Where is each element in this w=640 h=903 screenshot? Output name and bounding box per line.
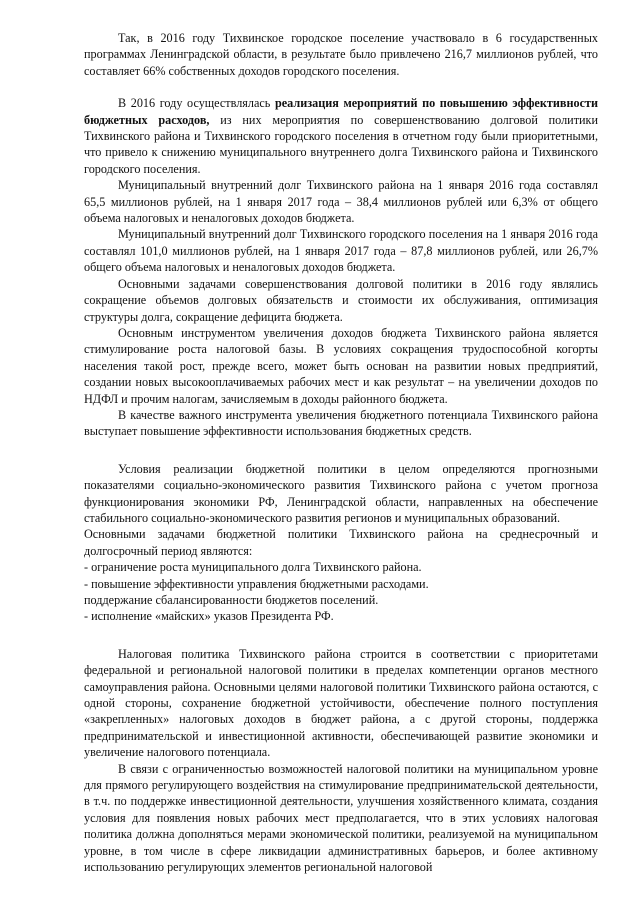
spacer: [84, 625, 598, 646]
paragraph-budget-potential: В качестве важного инструмента увеличения бюджетного потенциала Тихвинского района выступает повышение эффективности использования бюджетных средств.: [84, 407, 598, 439]
paragraph-efficiency: [84, 95, 598, 177]
list-item: - ограничение роста муниципального долга Тихвинского района.: [84, 560, 422, 575]
spacer: [84, 440, 598, 461]
paragraph-programs: Так, в 2016 году Тихвинское городское поселение участвовало в 6 государственных программах Ленинградской области, в результате было привлечено 216,7 миллионов рублей, что составляет 66% собственных доходов городского поселения.: [84, 31, 598, 78]
list-item: - исполнение «майских» указов Президента РФ.: [84, 609, 334, 624]
text-run: В 2016 году осуществлялась: [118, 96, 275, 111]
paragraph-conditions: Условия реализации бюджетной политики в целом определяются прогнозными показателями социально-экономического развития Тихвинского района с учетом прогноза функционирования экономики РФ, Ленинградской области, направленных на обеспечение стабильного социально-экономического развития регионов и муниципальных образований.: [84, 461, 598, 525]
paragraph-debt-tasks: Основными задачами совершенствования долговой политики в 2016 году являлись сокращение объемов долговых обязательств и стоимости их обслуживания, оптимизация структуры долга, сокращение дефицита бюджета.: [84, 276, 598, 324]
bold-phrase: реализация мероприятий по повышению эффективности бюджетных расходов,: [84, 96, 598, 127]
list-item: поддержание сбалансированности бюджетов поселений.: [84, 593, 379, 607]
paragraph-settlement-debt: Муниципальный внутренний долг Тихвинского городского поселения на 1 января 2016 года составлял 101,0 миллионов рублей, на 1 января 2017 года – 87,8 миллионов рублей, или 26,7% общего объема налоговых и неналоговых доходов бюджета.: [84, 227, 598, 275]
text-run: из них мероприятия по совершенствованию долговой политики Тихвинского района и Тихвинского городского поселения в отчетном году были приоритетными, что привело к снижению муниципального внутреннего долга Тихвинского района и Тихвинского городского поселения.: [84, 112, 599, 176]
paragraph-tax-policy: Налоговая политика Тихвинского района строится в соответствии с приоритетами федеральной и региональной налоговой политики в пределах компетенции органов местного самоуправления района. Основными целями налоговой политики Тихвинского района остаются, с одной стороны, сохранение бюджетной устойчивости, обеспечение полного поступления «закрепленных» налоговых доходов в бюджет района, а с другой стороны, поддержка предпринимательской и инвестиционной активности, обеспечивающей развитие экономики и увеличение налогового потенциала.: [84, 646, 598, 760]
list-item: - повышение эффективности управления бюджетными расходами.: [84, 576, 429, 591]
paragraph-tax-base: Основным инструментом увеличения доходов бюджета Тихвинского района является стимулирование роста налоговой базы. В условиях сокращения трудоспособной когорты населения такой рост, прежде всего, может быть основан на развитии новых предприятий, создании новых высокооплачиваемых рабочих мест и как результат – на увеличении доходов по НДФЛ и прочим налогам, зачисляемым в доходы районного бюджета.: [84, 325, 598, 406]
paragraph-district-debt: Муниципальный внутренний долг Тихвинского района на 1 января 2016 года составлял 65,5 миллионов рублей, на 1 января 2017 года – 38,4 миллионов рублей или 6,3% от общего объема налоговых и неналоговых доходов бюджета.: [84, 178, 598, 226]
spacer: [84, 79, 598, 95]
paragraph-main-tasks: Основными задачами бюджетной политики Тихвинского района на среднесрочный и долгосрочный период являются:: [84, 527, 598, 558]
paragraph-tax-limits: В связи с ограниченностью возможностей налоговой политики на муниципальном уровне для прямого регулирующего воздействия на стимулирование предпринимательской деятельности, в т.ч. по поддержке инвестиционной деятельности, улучшения хозяйственного климата, создания условия для появления новых рабочих мест предполагается, что в этих условиях налоговая политика должна дополняться мерами экономической политики, реализуемой на муниципальном уровне, в том числе в сфере ликвидации административных барьеров, и более активному использованию регулирующих элементов региональной налоговой: [84, 761, 598, 875]
